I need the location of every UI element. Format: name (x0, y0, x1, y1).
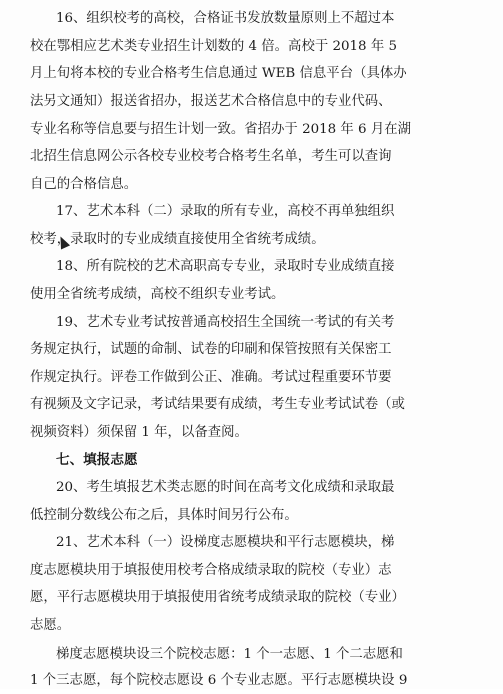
text-line: 视频资料）须保留 1 年，以备查阅。 (30, 425, 248, 440)
text-line: 梯度志愿模块设三个院校志愿：1 个一志愿、1 个二志愿和 (56, 647, 403, 662)
text-line: 17、艺术本科（二）录取的所有专业，高校不再单独组织 (56, 204, 395, 219)
text-line: 16、组织校考的高校，合格证书发放数量原则上不超过本 (56, 11, 395, 26)
text-line: 1 个三志愿，每个院校志愿设 6 个专业志愿。平行志愿模块设 9 (30, 673, 408, 688)
text-line: 校考，录取时的专业成绩直接使用全省统考成绩。 (30, 232, 325, 247)
text-line: 低控制分数线公布之后，具体时间另行公布。 (30, 508, 298, 523)
text-line: 法另文通知）报送省招办，报送艺术合格信息中的专业代码、 (30, 94, 392, 109)
text-line: 志愿。 (30, 618, 71, 633)
text-line: 19、艺术专业考试按普通高校招生全国统一考试的有关考 (56, 315, 395, 330)
text-line: 20、考生填报艺术类志愿的时间在高考文化成绩和录取最 (56, 480, 395, 495)
text-line: 北招生信息网公示各校专业校考合格考生名单，考生可以查询 (30, 149, 392, 164)
text-line: 校在鄂相应艺术类专业招生计划数的 4 倍。高校于 2018 年 5 (30, 39, 397, 54)
text-line: 18、所有院校的艺术高职高专专业，录取时专业成绩直接 (56, 259, 395, 274)
text-line: 作规定执行。评卷工作做到公正、准确。考试过程重要环节要 (30, 370, 392, 385)
text-line: 务规定执行，试题的命制、试卷的印刷和保管按照有关保密工 (30, 342, 392, 357)
text-line: 专业名称等信息要与招生计划一致。省招办于 2018 年 6 月在湖 (30, 122, 411, 137)
text-line: 有视频及文字记录，考试结果要有成绩，考生专业考试试卷（或 (30, 397, 405, 412)
text-line: 使用全省统考成绩，高校不组织专业考试。 (30, 287, 285, 302)
text-line: 愿，平行志愿模块用于填报使用省统考成绩录取的院校（专业） (30, 590, 405, 605)
text-line: 度志愿模块用于填报使用校考合格成绩录取的院校（专业）志 (30, 563, 392, 578)
text-line: 21、艺术本科（一）设梯度志愿模块和平行志愿模块，梯 (56, 535, 395, 550)
text-line: 自己的合格信息。 (30, 177, 138, 192)
section-heading: 七、填报志愿 (56, 452, 138, 468)
text-line: 月上旬将本校的专业合格考生信息通过 WEB 信息平台（具体办 (30, 66, 407, 81)
